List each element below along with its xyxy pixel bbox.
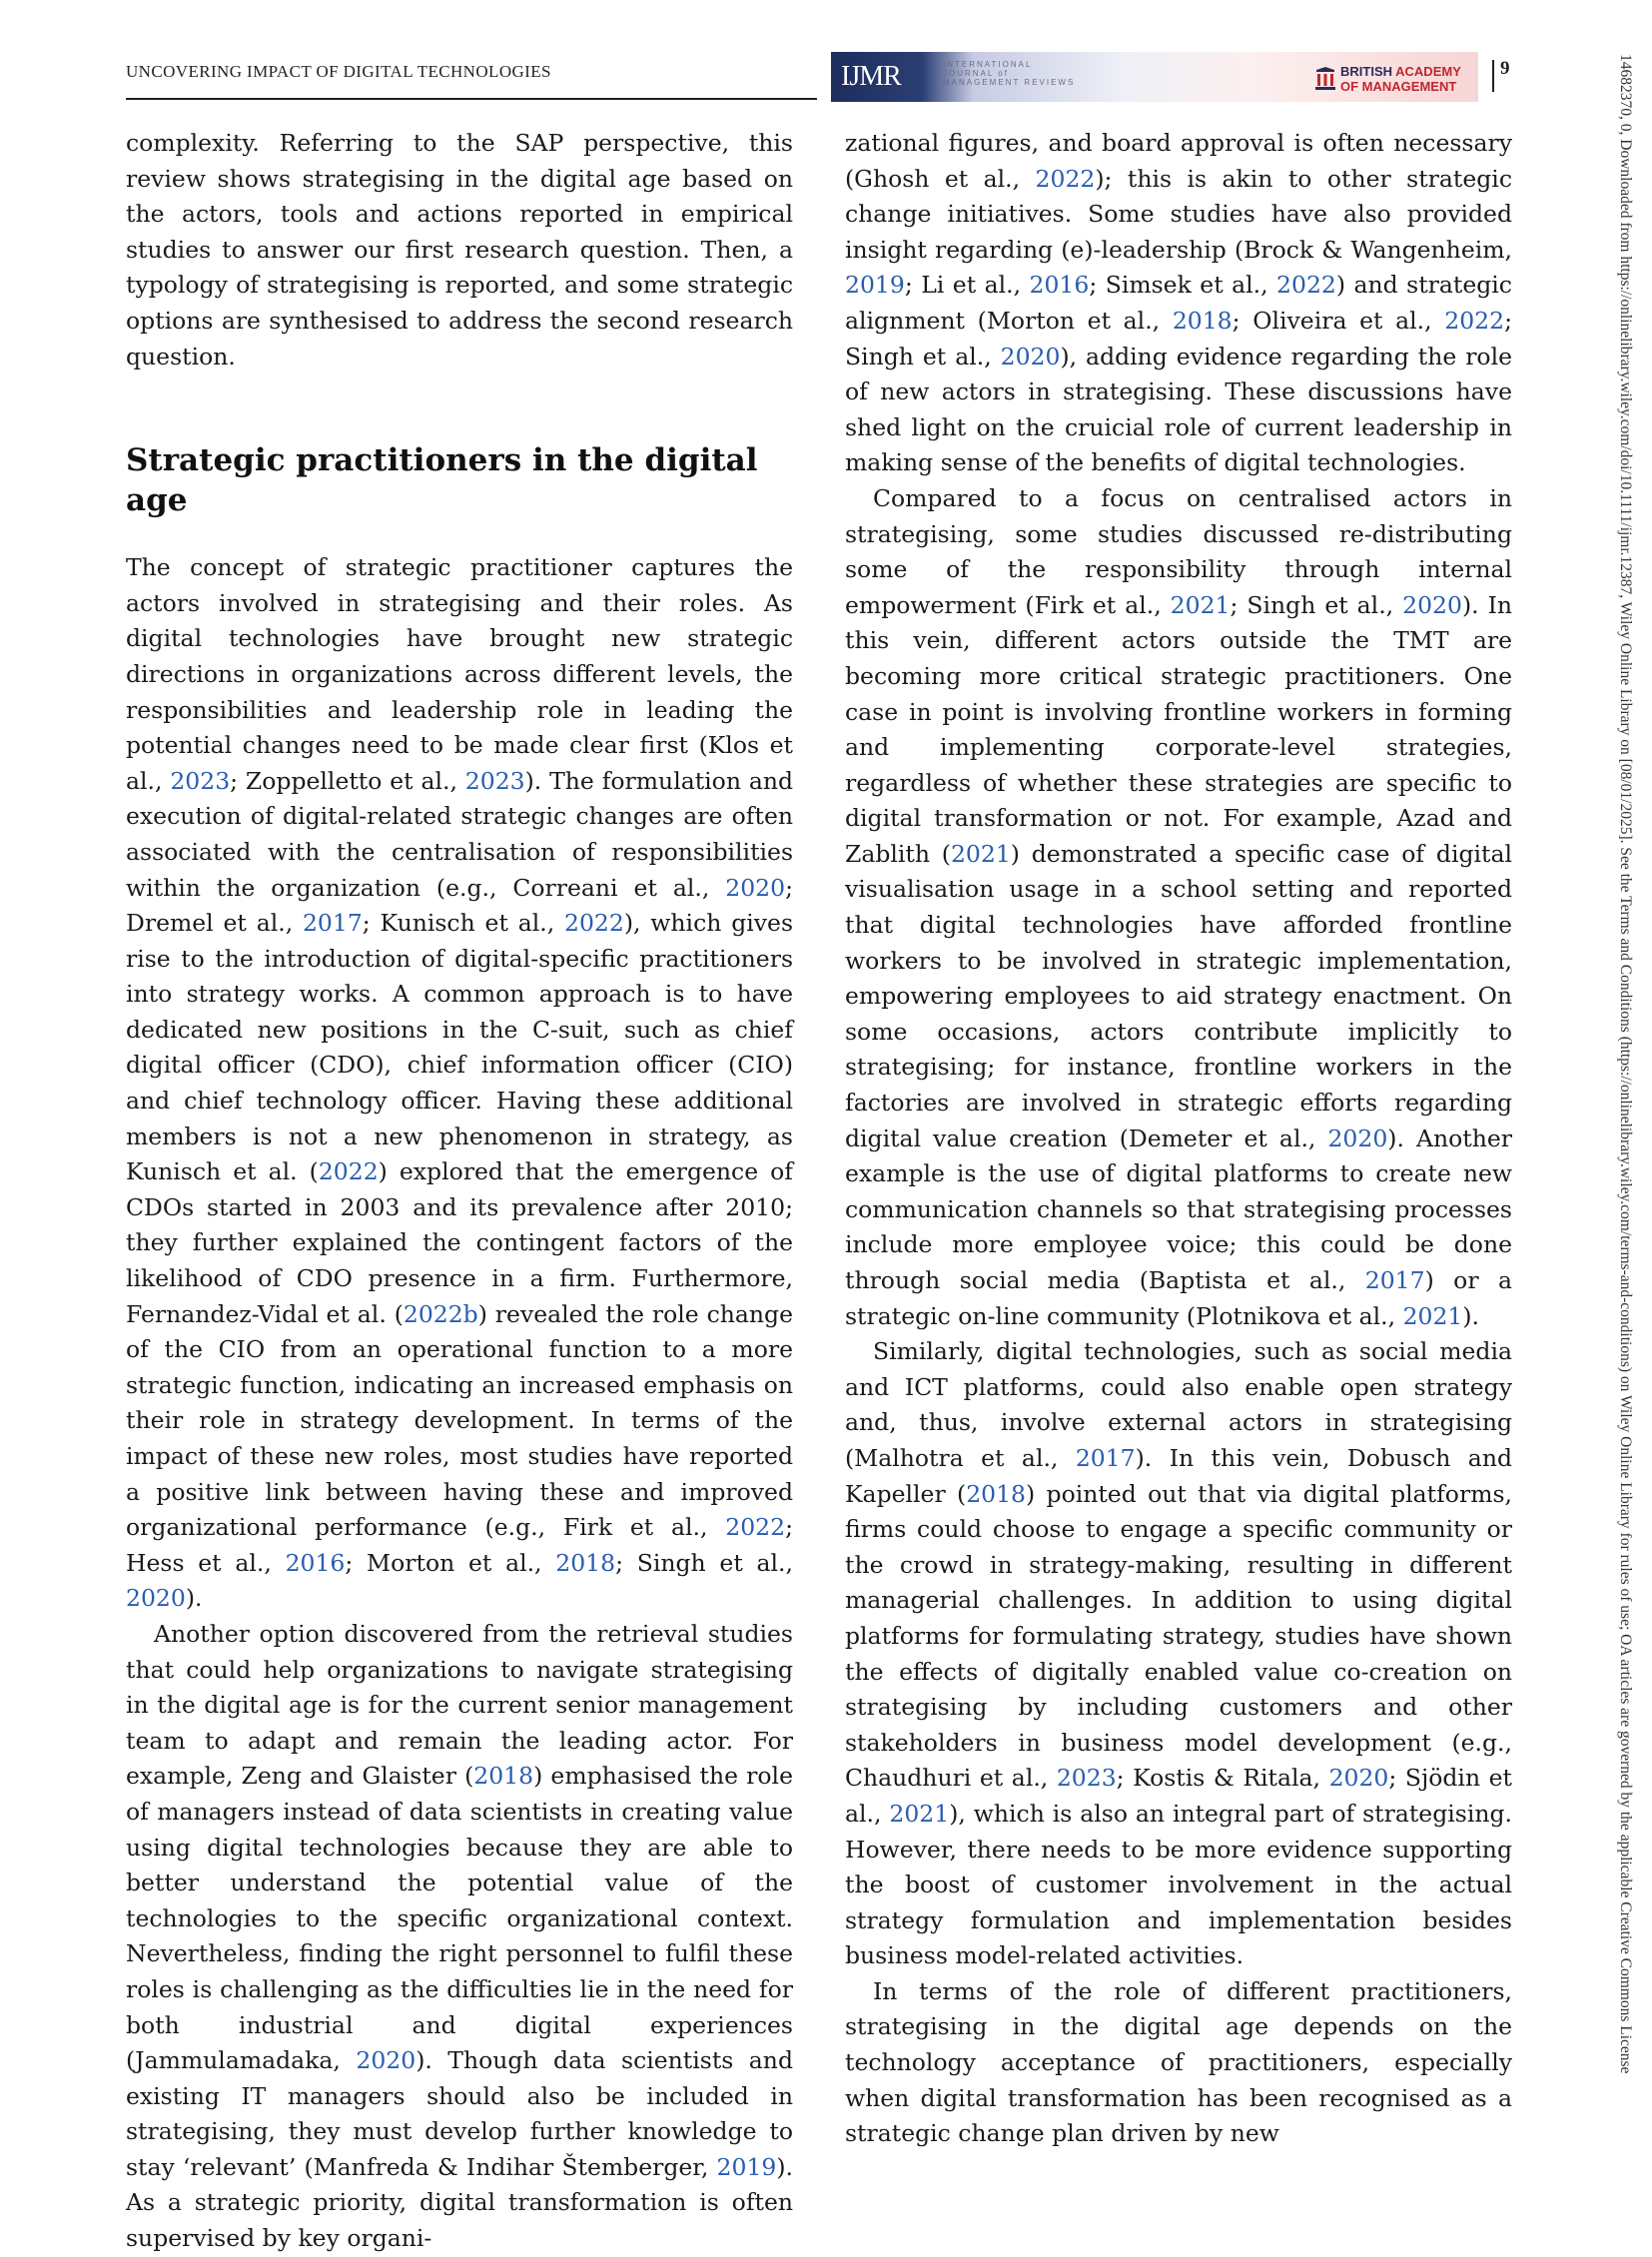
citation-link[interactable]: 2022 bbox=[725, 1513, 786, 1542]
citation-link[interactable]: 2017 bbox=[1075, 1443, 1136, 1472]
citation-link[interactable]: 2022b bbox=[403, 1299, 478, 1328]
section-heading: Strategic practitioners in the digital age bbox=[126, 442, 758, 519]
paragraph: zational figures, and board approval is often necessary (Ghosh et al., 2022); this is akin to other strategic change initiatives. Some studies have also provided insight regarding (e)-leadership (Brock & Wangenheim, 2019; Li et al., 2016; Simsek et al., 2022) and strategic alignment (Morton et al., 2018; Oliveira et al., 2022; Singh et al., 2020), adding evidence regarding the role of new actors in strategising. These discussions have shed light on the cruicial role of current leadership in making sense of the benefits of digital technologies. bbox=[845, 129, 1513, 477]
left-column bbox=[126, 126, 793, 2257]
citation-link[interactable]: 2020 bbox=[725, 873, 786, 902]
citation-link[interactable]: 2017 bbox=[302, 909, 363, 938]
citation-link[interactable]: 2022 bbox=[318, 1157, 379, 1186]
citation-link[interactable]: 2020 bbox=[126, 1584, 186, 1613]
citation-link[interactable]: 2023 bbox=[464, 766, 525, 795]
citation-link[interactable]: 2018 bbox=[1172, 306, 1233, 335]
citation-link[interactable]: 2021 bbox=[889, 1799, 950, 1828]
journal-logo: IJMR bbox=[841, 61, 901, 92]
citation-link[interactable]: 2018 bbox=[966, 1479, 1027, 1508]
citation-link[interactable]: 2019 bbox=[716, 2152, 777, 2181]
citation-link[interactable]: 2021 bbox=[1170, 590, 1231, 619]
citation-link[interactable]: 2019 bbox=[845, 271, 905, 300]
citation-link[interactable]: 2020 bbox=[1000, 342, 1061, 371]
page-number: 9 bbox=[1500, 58, 1510, 79]
citation-link[interactable]: 2020 bbox=[1327, 1124, 1388, 1152]
citation-link[interactable]: 2020 bbox=[356, 2046, 416, 2075]
paragraph: Compared to a focus on centralised actors in strategising, some studies discussed re-distributing some of the responsibility through internal empowerment (Firk et al., 2021; Singh et al., 2020). In this vein, different actors outside the TMT are becoming more critical strategic practitioners. One case in point is involving frontline workers in forming and implementing corporate-level strategies, regardless of whether these strategies are specific to digital transformation or not. For example, Azad and Zablith (2021) demonstrated a specific case of digital visualisation usage in a school setting and reported that digital technologies have afforded frontline workers to be involved in strategic implementation, empowering employees to aid strategy enactment. On some occasions, actors contribute implicitly to strategising; for instance, frontline workers in the factories are involved in strategic efforts regarding digital value creation (Demeter et al., 2020). Another example is the use of digital platforms to create new communication channels so that strategising processes include more employee voice; this could be done through social media (Baptista et al., 2017) or a strategic on-line community (Plotnikova et al., 2021). bbox=[845, 483, 1512, 1330]
citation-link[interactable]: 2016 bbox=[285, 1548, 346, 1577]
running-title: UNCOVERING IMPACT OF DIGITAL TECHNOLOGIES bbox=[126, 62, 551, 81]
citation-link[interactable]: 2021 bbox=[1402, 1301, 1463, 1330]
page-number-divider bbox=[1492, 60, 1494, 92]
paragraph: In terms of the role of different practitioners, strategising in the digital age depends on the technology acceptance of practitioners, especially when digital transformation has been recognised as a strategic change plan driven by new bbox=[845, 1976, 1512, 2148]
citation-link[interactable]: 2021 bbox=[950, 839, 1011, 868]
citation-link[interactable]: 2022 bbox=[564, 909, 624, 938]
right-column bbox=[845, 126, 1512, 2152]
citation-link[interactable]: 2018 bbox=[473, 1762, 534, 1791]
download-note-text: 14682370, 0, Downloaded from https://onlinelibrary.wiley.com/doi/10.1111/ijmr.12387, Wiley Online Library on [08/01/2025]. See the Terms and Conditions (https://onlinelibrary.wiley.com/terms-and-conditions) on Wiley Online Library for rules of use; OA articles are governed by the applicable Creative Commons License bbox=[1617, 54, 1634, 2074]
citation-link[interactable]: 2020 bbox=[1402, 590, 1462, 619]
paragraph: The concept of strategic practitioner captures the actors involved in strategising and their roles. As digital technologies have brought new strategic directions in organizations across different levels, the responsibilities and leadership role in leading the potential changes need to be made clear first (Klos et al., 2023; Zoppelletto et al., 2023). The formulation and execution of digital-related strategic changes are often associated with the centralisation of responsibilities within the organization (e.g., Correani et al., 2020; Dremel et al., 2017; Kunisch et al., 2022), which gives rise to the introduction of digital-specific practitioners into strategy works. A common approach is to have dedicated new positions in the C-suit, such as chief digital officer (CDO), chief information officer (CIO) and chief technology officer. Having these additional members is not a new phenomenon in strategy, as Kunisch et al. (2022) explored that the emergence of CDOs started in 2003 and its prevalence after 2010; they further explained the contingent factors of the likelihood of CDO presence in a firm. Furthermore, Fernandez-Vidal et al. (2022b) revealed the role change of the CIO from an operational function to a more strategic function, indicating an increased emphasis on their role in strategy development. In terms of the impact of these new roles, most studies have reported a positive link between having these and improved organizational performance (e.g., Firk et al., 2022; Hess et al., 2016; Morton et al., 2018; Singh et al., 2020). bbox=[126, 553, 794, 1613]
paragraph: complexity. Referring to the SAP perspective, this review shows strategising in the digital age based on the actors, tools and actions reported in empirical studies to answer our first research question. Then, a typology of strategising is reported, and some strategic options are synthesised to address the second research question. bbox=[126, 129, 793, 371]
citation-link[interactable]: 2017 bbox=[1364, 1266, 1425, 1294]
citation-link[interactable]: 2022 bbox=[1276, 271, 1336, 300]
publisher-name: BRITISH ACADEMY OF MANAGEMENT bbox=[1340, 64, 1461, 94]
citation-link[interactable]: 2016 bbox=[1029, 271, 1090, 300]
citation-link[interactable]: 2023 bbox=[1056, 1764, 1117, 1793]
citation-link[interactable]: 2018 bbox=[555, 1548, 616, 1577]
bam-logo-icon bbox=[1314, 66, 1336, 92]
download-note bbox=[1610, 54, 1634, 2121]
running-header bbox=[126, 58, 817, 100]
citation-link[interactable]: 2022 bbox=[1444, 306, 1505, 335]
journal-full-name: INTERNATIONAL JOURNAL of MANAGEMENT REVIEWS bbox=[943, 60, 1076, 87]
citation-link[interactable]: 2020 bbox=[1328, 1764, 1389, 1793]
paragraph: Similarly, digital technologies, such as social media and ICT platforms, could also enable open strategy and, thus, involve external actors in strategising (Malhotra et al., 2017). In this vein, Dobusch and Kapeller (2018) pointed out that via digital platforms, firms could choose to engage a specific community or the crowd in strategy-making, resulting in different managerial challenges. In addition to using digital platforms for formulating strategy, studies have shown the effects of digitally enabled value co-creation on strategising by including customers and other stakeholders in business model development (e.g., Chaudhuri et al., 2023; Kostis & Ritala, 2020; Sjödin et al., 2021), which is also an integral part of strategising. However, there needs to be more evidence supporting the boost of customer involvement in the actual strategy formulation and implementation besides business model-related activities. bbox=[845, 1337, 1513, 1970]
paragraph: Another option discovered from the retrieval studies that could help organizations to navigate strategising in the digital age is for the current senior management team to adapt and remain the leading actor. For example, Zeng and Glaister (2018) emphasised the role of managers instead of data scientists in creating value using digital technologies because they are able to better understand the potential value of the technologies to the specific organizational context. Nevertheless, finding the right personnel to fulfil these roles is challenging as the difficulties lie in the need for both industrial and digital experiences (Jammulamadaka, 2020). Though data scientists and existing IT managers should also be included in strategising, they must develop further knowledge to stay ‘relevant’ (Manfreda & Indihar Štemberger, 2019). As a strategic priority, digital transformation is often supervised by key organi- bbox=[126, 1619, 793, 2253]
citation-link[interactable]: 2022 bbox=[1035, 164, 1096, 193]
citation-link[interactable]: 2023 bbox=[170, 766, 231, 795]
